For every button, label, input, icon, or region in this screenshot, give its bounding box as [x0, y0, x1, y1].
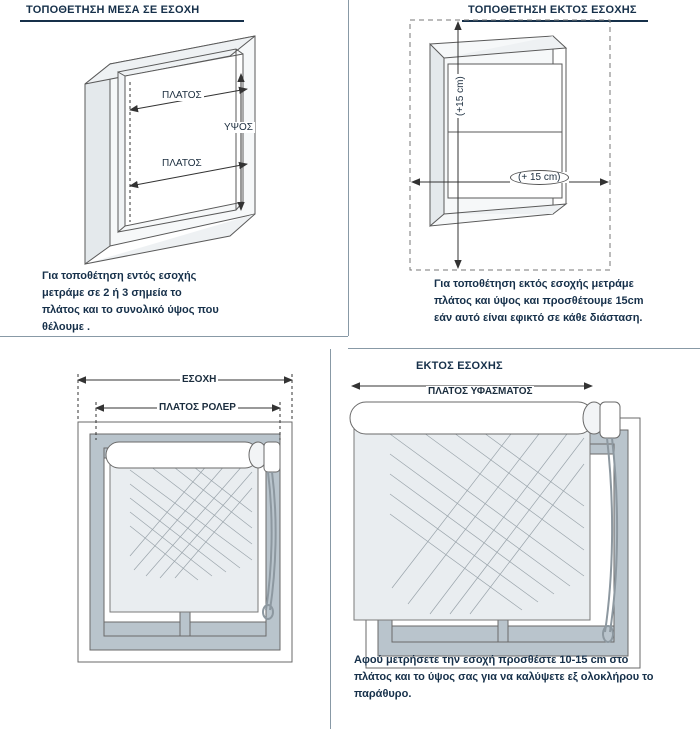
label-width-top: ΠΛΑΤΟΣ [162, 90, 202, 101]
label-recess: ΕΣΟΧΗ [182, 374, 217, 385]
horizontal-divider-right [348, 348, 700, 349]
caption-roller-outside-recess: Αφού μετρήσετε την εσοχή προσθέστε 10-15 cm στο πλάτος και το ύψος σας για να καλύψετε εξ ολοκλήρου το παράθυρο. [354, 654, 654, 701]
label-roller-width: ΠΛΑΤΟΣ ΡΟΛΕΡ [159, 402, 236, 413]
label-height: ΥΨΟΣ [224, 122, 253, 133]
label-width-bottom: ΠΛΑΤΟΣ [162, 158, 202, 169]
roller-outside-recess-diagram [330, 388, 700, 688]
panel-title-outside-recess: ΤΟΠΟΘΕΤΗΣΗ ΕΚΤΟΣ ΕΣΟΧΗΣ [468, 4, 637, 16]
outside-recess-diagram [348, 14, 700, 304]
label-horizontal-add-15cm-text: (+ 15 cm) [510, 170, 569, 185]
label-vertical-add-15cm: (+15 cm) [455, 76, 466, 116]
caption-outside-recess: Για τοποθέτηση εκτός εσοχής μετράμε πλάτος και ύψος και προσθέτουμε 15cm εάν αυτό είναι εφικτό σε κάθε διάσταση. [434, 278, 644, 325]
panel-title-inside-recess: ΤΟΠΟΘΕΤΗΣΗ ΜΕΣΑ ΣΕ ΕΣΟΧΗ [26, 4, 200, 16]
label-horizontal-add-15cm [510, 172, 569, 183]
panel-title-outside-recess-bottom: ΕΚΤΟΣ ΕΣΟΧΗΣ [416, 360, 503, 372]
caption-inside-recess: Για τοποθέτηση εντός εσοχής μετράμε σε 2 ή 3 σημεία το πλάτος και το συνολικό ύψος που θέλουμε . [42, 270, 219, 334]
label-fabric-width: ΠΛΑΤΟΣ ΥΦΑΣΜΑΤΟΣ [428, 386, 533, 397]
